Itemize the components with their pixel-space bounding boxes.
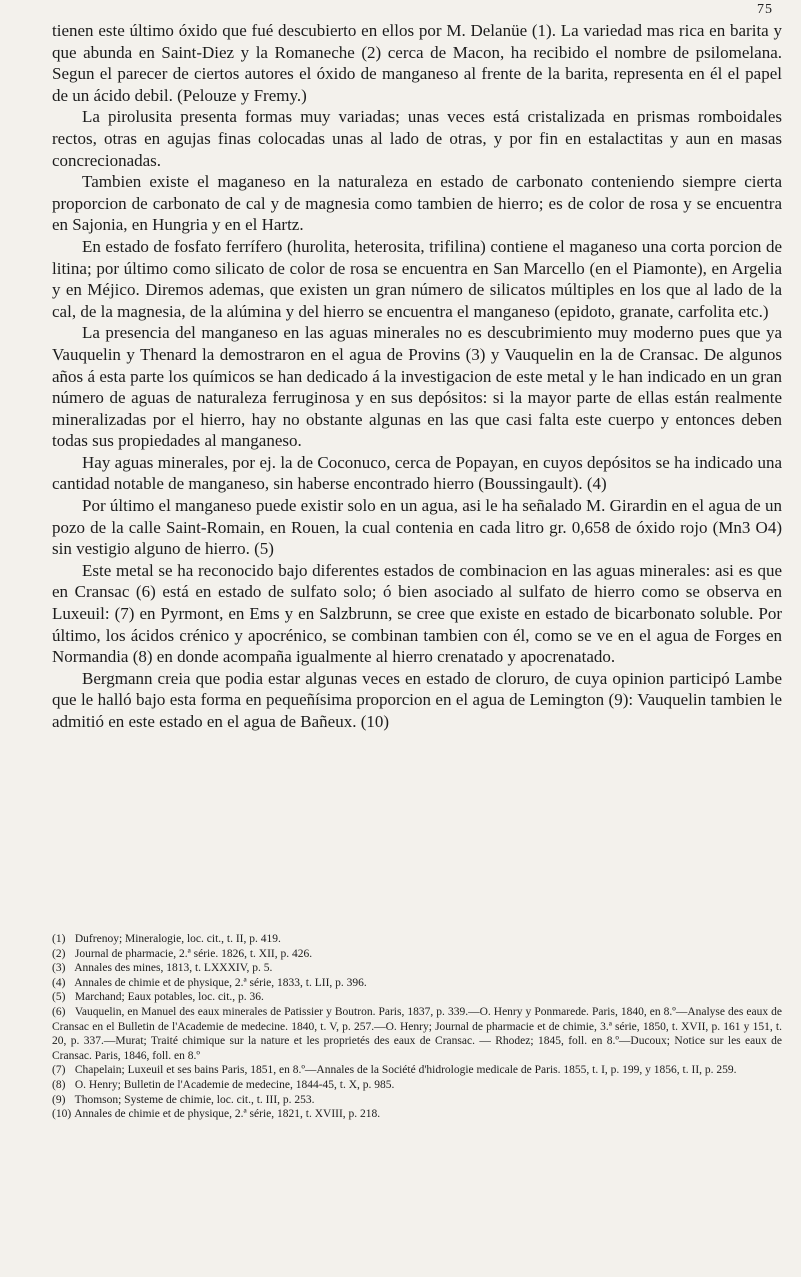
body-text <box>52 20 782 733</box>
paragraph: La pirolusita presenta formas muy variadas; unas veces está cristalizada en prismas romboidales rectos, otras en agujas finas colocadas unas al lado de otras, y por fin en estalactitas y aun en masas concrecionadas. <box>52 107 782 170</box>
footnote-text: Chapelain; Luxeuil et ses bains Paris, 1851, en 8.º—Annales de la Société d'hidrologie medicale de Paris. 1855, t. I, p. 199, y 1856, t. II, p. 259. <box>74 1064 737 1077</box>
footnote-text: Dufrenoy; Mineralogie, loc. cit., t. II, p. 419. <box>74 933 281 945</box>
footnote <box>52 1078 782 1093</box>
footnote <box>52 947 782 962</box>
paragraph: En estado de fosfato ferrífero (hurolita, heterosita, trifilina) contiene el maganeso una corta porcion de litina; por último como silicato de color de rosa se encuentra en San Marcello (en el Piamonte), en Argelia y en Méjico. Diremos ademas, que existen un gran número de silicatos múltiples en los que al lado de la cal, de la magnesia, de la alúmina y del hierro se encuentra el manganeso (epidoto, granate, carfolita etc.) <box>52 236 782 321</box>
footnote-number: (7) <box>52 1064 66 1077</box>
footnote <box>52 1005 782 1063</box>
footnote-text: Marchand; Eaux potables, loc. cit., p. 36. <box>74 991 264 1004</box>
footnote-number: (8) <box>52 1078 66 1091</box>
footnote <box>52 932 782 947</box>
footnote-text: Annales des mines, 1813, t. LXXXIV, p. 5. <box>74 962 273 975</box>
footnote-text: Annales de chimie et de physique, 2.ª série, 1821, t. XVIII, p. 218. <box>74 1108 381 1121</box>
footnote-number: (1) <box>52 933 66 945</box>
footnote-number: (4) <box>52 976 66 989</box>
footnote <box>52 990 782 1005</box>
footnote-number: (6) <box>52 1005 66 1018</box>
paragraph: tienen este último óxido que fué descubierto en ellos por M. Delanüe (1). La variedad mas rica en barita y que abunda en Saint-Diez y la Romaneche (2) cerca de Macon, ha recibido el nombre de psilomelana. Segun el parecer de ciertos autores el óxido de manganeso al frente de la barita, representa en él el papel de un ácido debil. (Pelouze y Fremy.) <box>52 21 782 105</box>
page-number: 75 <box>757 2 773 17</box>
paragraph: La presencia del manganeso en las aguas minerales no es descubrimiento muy moderno pues que ya Vauquelin y Thenard la demostraron en el agua de Provins (3) y Vauquelin en la de Cransac. De algunos años á esta parte los químicos se han dedicado á la investigacion de este metal y le han indicado en un gran número de aguas de naturaleza ferruginosa y en sus depósitos: si la mayor parte de ellas están realmente mineralizadas por el hierro, hay no obstante algunas en las que casi falta este cuerpo y entonces deben todas sus propiedades al manganeso. <box>52 323 782 451</box>
paragraph: Por último el manganeso puede existir solo en un agua, asi le ha señalado M. Girardin en el agua de un pozo de la calle Saint-Romain, en Rouen, la cual contenia en cada litro gr. 0,658 de óxido rojo (Mn3 O4) sin vestigio alguno de hierro. (5) <box>52 496 782 559</box>
footnote-number: (2) <box>52 947 66 960</box>
footnote-text: Thomson; Systeme de chimie, loc. cit., t. III, p. 253. <box>74 1093 315 1106</box>
footnote-text: Journal de pharmacie, 2.ª série. 1826, t. XII, p. 426. <box>74 947 313 960</box>
paragraph: Este metal se ha reconocido bajo diferentes estados de combinacion en las aguas minerales: asi es que en Cransac (6) está en estado de sulfato solo; ó bien asociado al sulfato de hierro como se observa en Luxeuil: (7) en Pyrmont, en Ems y en Salzbrunn, se cree que existe en estado de bicarbonato soluble. Por último, los ácidos crénico y apocrénico, se combinan tambien con él, como se ve en el agua de Forges en Normandia (8) en donde acompaña igualmente al hierro crenatado y apocrenatado. <box>52 560 782 667</box>
footnotes <box>52 932 782 1122</box>
footnote-number: (10) <box>52 1108 72 1121</box>
footnote-number: (5) <box>52 991 66 1004</box>
paragraph: Tambien existe el maganeso en la naturaleza en estado de carbonato conteniendo siempre cierta proporcion de carbonato de cal y de magnesia como tambien de hierro; es de color de rosa y se encuentra en Sajonia, en Hungria y en el Hartz. <box>52 172 782 235</box>
footnote <box>52 961 782 976</box>
footnote-text: Vauquelin, en Manuel des eaux minerales de Patissier y Boutron. Paris, 1837, p. 339.—O. Henry y Ponmarede. Paris, 1840, en 8.º—Analyse des eaux de Cransac en el Bulletin de l'Academie de medecine. 1840, t. V, p. 257.—O. Henry; Journal de pharmacie et de chimie, 3.ª série, 1850, t. XVII, p. 161 y 151, t. 20, p. 337.—Murat; Traité chimique sur la nature et les proprietés des eaux de Cransac. — Rhodez; 1845, foll. en 8.º—Ducoux; Notice sur les eaux de Cransac. Paris, 1846, foll. en 8.º <box>52 1005 782 1062</box>
footnote-text: Annales de chimie et de physique, 2.ª série, 1833, t. LII, p. 396. <box>74 976 367 989</box>
paragraph: Hay aguas minerales, por ej. la de Coconuco, cerca de Popayan, en cuyos depósitos se ha indicado una cantidad notable de manganeso, sin haberse encontrado hierro (Boussingault). (4) <box>52 452 782 494</box>
footnote <box>52 1107 782 1122</box>
footnote-text: O. Henry; Bulletin de l'Academie de medecine, 1844-45, t. X, p. 985. <box>74 1078 395 1091</box>
footnote-number: (3) <box>52 962 66 975</box>
paragraph: Bergmann creia que podia estar algunas veces en estado de cloruro, de cuya opinion participó Lambe que le halló bajo esta forma en pequeñísima proporcion en el agua de Lemington (9): Vauquelin tambien le admitió en este estado en el agua de Bañeux. (10) <box>52 668 782 731</box>
footnote-number: (9) <box>52 1093 66 1106</box>
footnote <box>52 976 782 991</box>
footnote <box>52 1063 782 1078</box>
footnote <box>52 1093 782 1108</box>
